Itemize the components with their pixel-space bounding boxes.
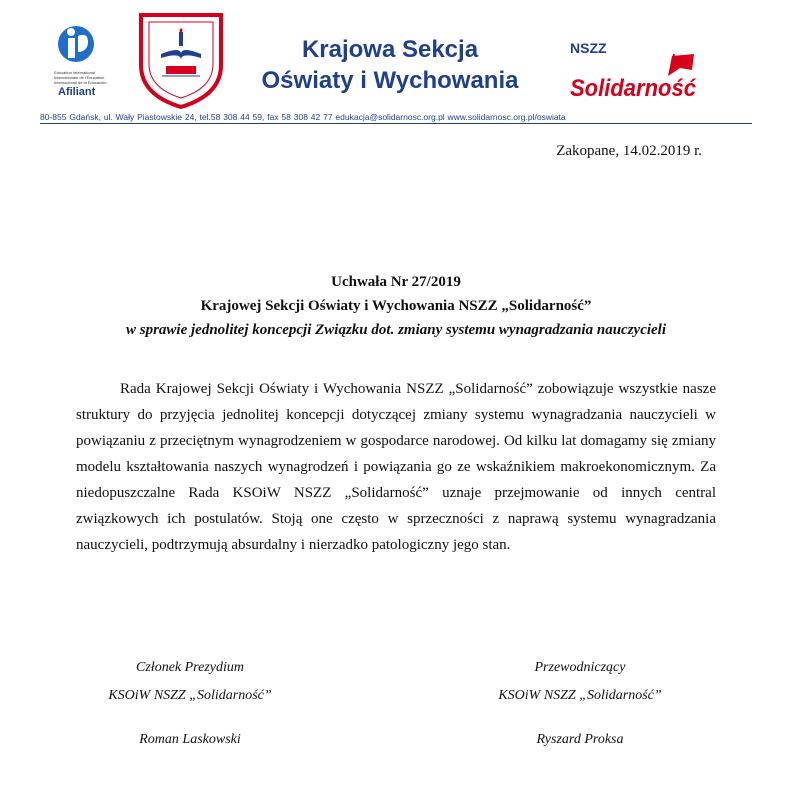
place-date: Zakopane, 14.02.2019 r. bbox=[556, 143, 702, 159]
address-line: 80-855 Gdańsk, ul. Wały Piastowskie 24, tel.58 308 44 59, fax 58 308 42 77 edukacja@solidarnosc.org.pl www.solidarnosc.org.pl/oswiata bbox=[40, 112, 566, 122]
letterhead bbox=[0, 0, 792, 130]
svg-text:Solidarność: Solidarność bbox=[570, 75, 697, 102]
section-shield-logo bbox=[136, 10, 226, 110]
section-title bbox=[240, 34, 540, 96]
signature-right-name: Ryszard Proksa bbox=[536, 732, 624, 747]
resolution-number: Uchwała Nr 27/2019 bbox=[331, 274, 461, 290]
section-title-line1: Krajowa Sekcja bbox=[301, 36, 479, 63]
header-divider bbox=[40, 123, 752, 124]
signature-right bbox=[460, 654, 700, 754]
signature-left bbox=[70, 654, 310, 754]
signature-right-org: KSOiW NSZZ „Solidarność” bbox=[498, 688, 662, 703]
resolution-title bbox=[0, 270, 792, 342]
afiliant-label: Afiliant bbox=[58, 86, 96, 98]
signature-left-org: KSOiW NSZZ „Solidarność” bbox=[108, 688, 272, 703]
resolution-body-name: Krajowej Sekcji Oświaty i Wychowania NSZZ „Solidarność” bbox=[200, 298, 592, 314]
section-title-line2: Oświaty i Wychowania bbox=[261, 67, 519, 94]
signature-left-role: Członek Prezydium bbox=[136, 660, 244, 675]
body-paragraph: Rada Krajowej Sekcji Oświaty i Wychowania NSZZ „Solidarność” zobowiązuje wszystkie nasze struktury do przyjęcia jednolitej koncepcji dotyczącej zmiany systemu wynagradzania nauczycieli w powiązaniu z przeciętnym wynagrodzeniem w gospodarce narodowej. Od kilku lat domagamy się zmiany modelu kształtowania naszych wynagrodzeń i powiązania go ze wskaźnikiem makroekonomicznym. Za niedopuszczalne Rada KSOiW NSZZ „Solidarność” uznaje przejmowanie od innych central związkowych ich postulatów. Stoją one często w sprzeczności z naprawą systemu wynagradzania nauczycieli, podtrzymują absurdalny i nierzadko patologiczny jego stan. bbox=[76, 381, 716, 553]
resolution-body bbox=[76, 376, 716, 558]
solidarnosc-logo bbox=[568, 52, 718, 104]
resolution-subject: w sprawie jednolitej koncepcji Związku dot. zmiany systemu wynagradzania nauczycieli bbox=[125, 322, 667, 338]
ei-caption: Education International Internationale de l'Education Internacional de la Educación bbox=[54, 70, 107, 85]
signature-right-role: Przewodniczący bbox=[534, 660, 626, 675]
signature-left-name: Roman Laskowski bbox=[139, 732, 241, 747]
nszz-label: NSZZ bbox=[570, 40, 607, 56]
